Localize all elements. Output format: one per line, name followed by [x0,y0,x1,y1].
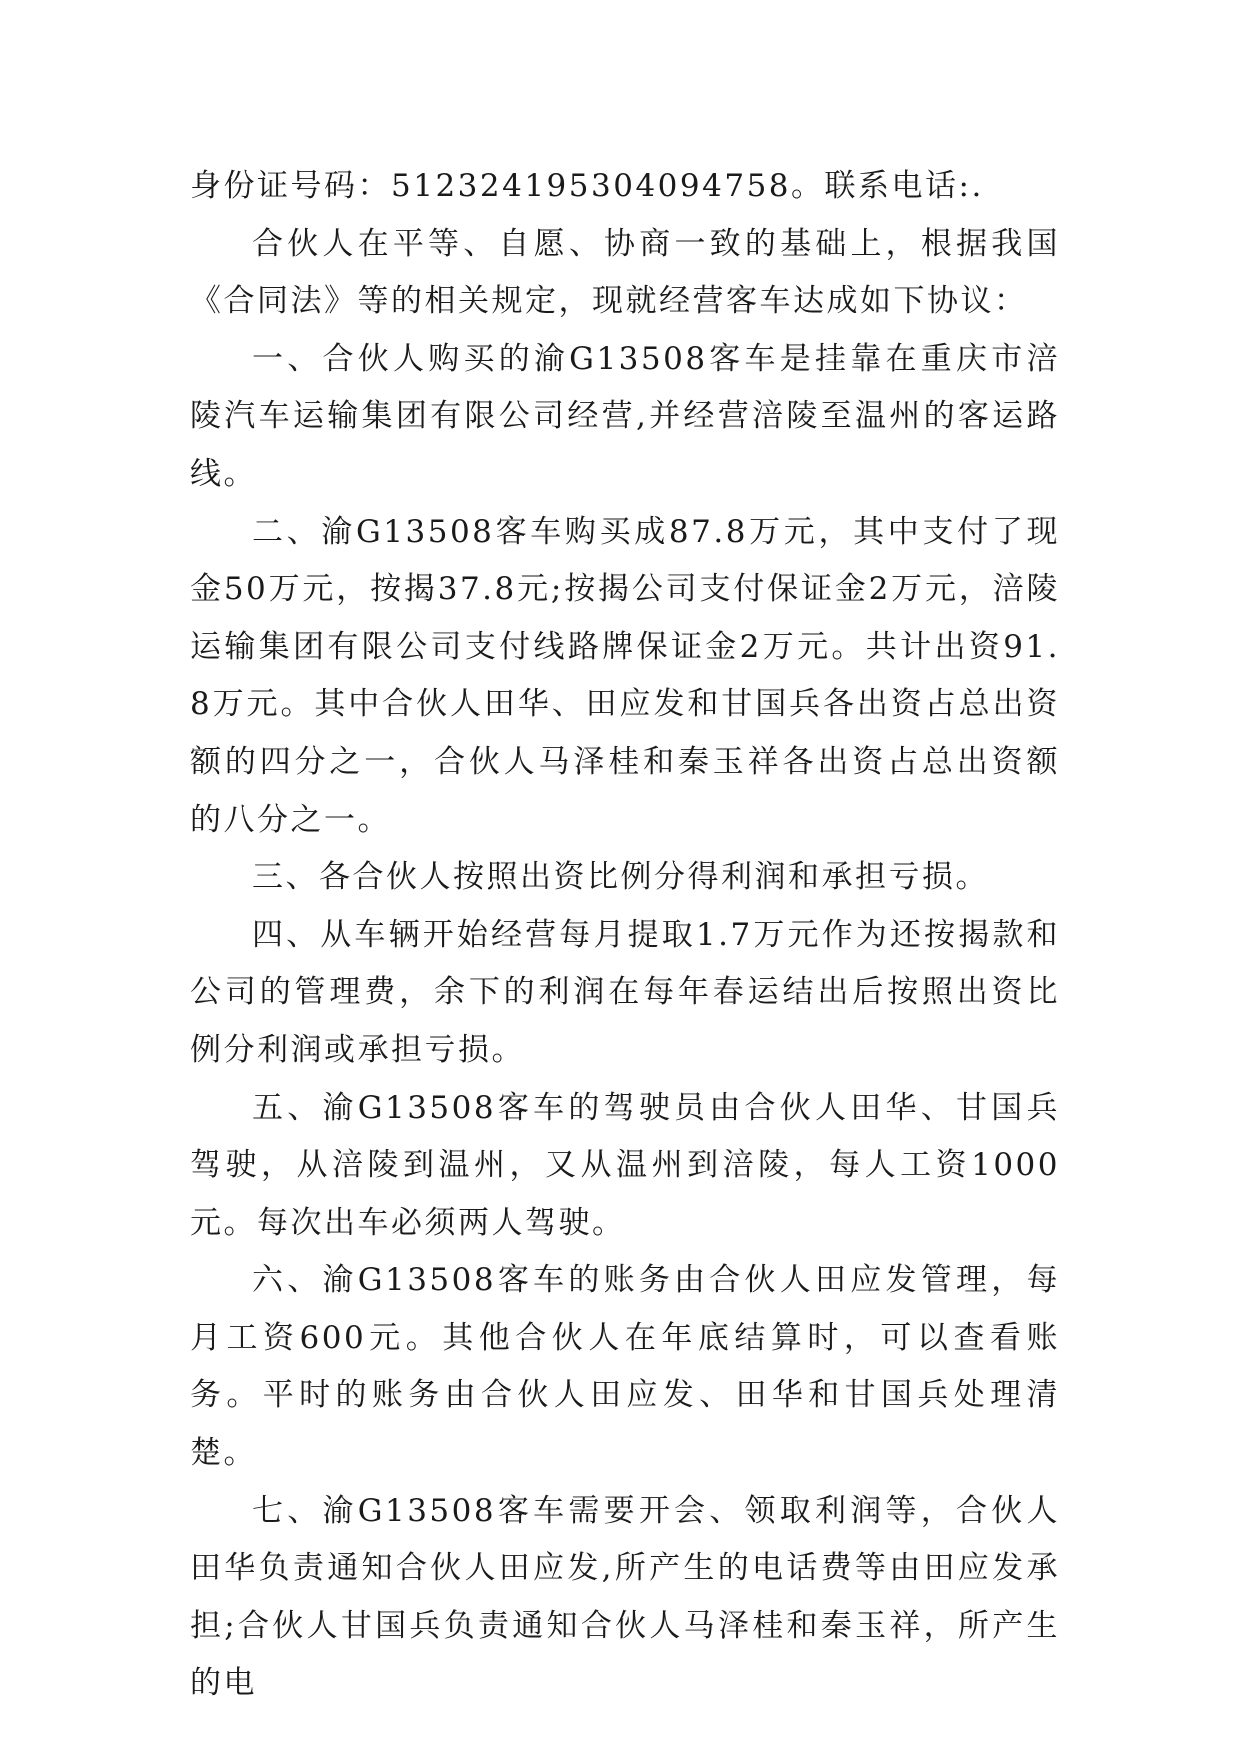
paragraph-clause-6: 六、渝G13508客车的账务由合伙人田应发管理，每月工资600元。其他合伙人在年底结算时，可以查看账务。平时的账务由合伙人田应发、田华和甘国兵处理清楚。 [190,1262,1060,1472]
paragraph-clause-4: 四、从车辆开始经营每月提取1.7万元作为还按揭款和公司的管理费，余下的利润在每年春运结出后按照出资比例分利润或承担亏损。 [190,916,1060,1068]
paragraph-clause-2: 二、渝G13508客车购买成87.8万元，其中支付了现金50万元，按揭37.8元;按揭公司支付保证金2万元，涪陵运输集团有限公司支付线路牌保证金2万元。共计出资91.8万元。其中合伙人田华、田应发和甘国兵各出资占总出资额的四分之一，合伙人马泽桂和秦玉祥各出资占总出资额的八分之一。 [190,513,1060,838]
paragraph-preamble: 合伙人在平等、自愿、协商一致的基础上，根据我国《合同法》等的相关规定，现就经营客车达成如下协议： [190,225,1060,320]
document-body [190,158,1060,1713]
paragraph-clause-3: 三、各合伙人按照出资比例分得利润和承担亏损。 [252,859,989,896]
paragraph-clause-1: 一、合伙人购买的渝G13508客车是挂靠在重庆市涪陵汽车运输集团有限公司经营,并经营涪陵至温州的客运路线。 [190,340,1060,492]
paragraph-id-contact: 身份证号码：512324195304094758。联系电话:. [190,168,984,204]
paragraph-clause-5: 五、渝G13508客车的驾驶员由合伙人田华、甘国兵驾驶，从涪陵到温州，又从温州到涪陵，每人工资1000元。每次出车必须两人驾驶。 [190,1089,1060,1241]
paragraph-clause-7: 七、渝G13508客车需要开会、领取利润等，合伙人田华负责通知合伙人田应发,所产生的电话费等由田应发承担;合伙人甘国兵负责通知合伙人马泽桂和秦玉祥，所产生的电 [190,1492,1060,1702]
